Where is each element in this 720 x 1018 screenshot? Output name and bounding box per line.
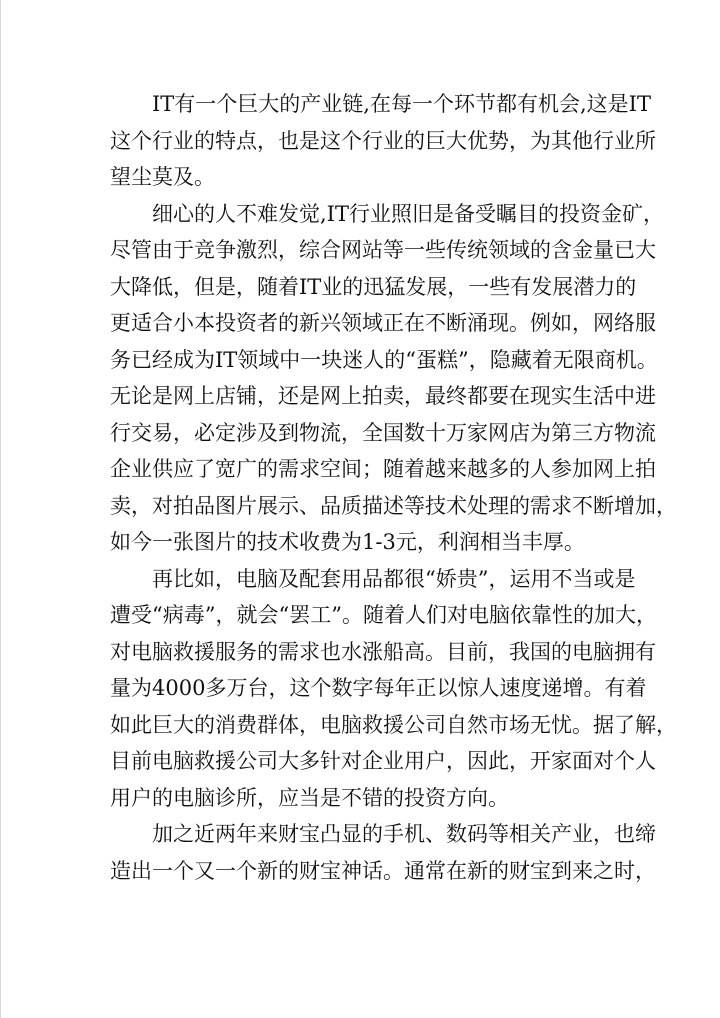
text-line: 尽管由于竞争激烈，综合网站等一些传统领域的含金量已大 <box>110 238 656 262</box>
text-line: 细心的人不难发觉,IT行业照旧是备受瞩目的投资金矿， <box>152 201 664 226</box>
text-line: 企业供应了宽广的需求空间；随着越来越多的人参加网上拍 <box>110 457 656 481</box>
text-line: 望尘莫及。 <box>110 165 215 189</box>
text-line: 用户的电脑诊所，应当是不错的投资方向。 <box>110 785 509 810</box>
text-line: IT有一个巨大的产业链,在每一个环节都有机会,这是IT <box>152 92 651 116</box>
text-line: 遭受“病毒”，就会“罢工”。随着人们对电脑依靠性的加大， <box>110 603 657 627</box>
text-line: 造出一个又一个新的财宝神话。通常在新的财宝到来之时， <box>110 858 656 883</box>
paragraph-3 <box>110 561 677 817</box>
text-line: 如今一张图片的技术收费为1-3元，利润相当丰厚。 <box>110 530 585 554</box>
paragraph-2 <box>110 196 677 561</box>
text-line: 加之近两年来财宝凸显的手机、数码等相关产业，也缔 <box>152 822 656 846</box>
text-line: 目前电脑救援公司大多针对企业用户，因此，开家面对个人 <box>110 749 656 773</box>
text-line: 如此巨大的消费群体，电脑救援公司自然市场无忧。据了解， <box>110 712 677 737</box>
text-line: 大降低，但是，随着IT业的迅猛发展，一些有发展潜力的 <box>110 274 637 299</box>
text-line: 行交易，必定涉及到物流，全国数十万家网店为第三方物流 <box>110 420 656 445</box>
text-line: 务已经成为IT领域中一块迷人的“蛋糕”，隐藏着无限商机。 <box>110 347 658 372</box>
text-line: 无论是网上店铺，还是网上拍卖，最终都要在现实生活中进 <box>110 384 656 408</box>
paragraph-1 <box>110 86 656 196</box>
paragraph-4 <box>110 816 656 889</box>
text-line: 对电脑救援服务的需求也水涨船高。目前，我国的电脑拥有 <box>110 639 656 664</box>
text-line: 这个行业的特点，也是这个行业的巨大优势，为其他行业所 <box>110 128 656 153</box>
text-line: 更适合小本投资者的新兴领域正在不断涌现。例如，网络服 <box>110 311 656 335</box>
text-line: 量为4000多万台，这个数字每年正以惊人速度递增。有着 <box>110 676 647 700</box>
text-line: 卖，对拍品图片展示、品质描述等技术处理的需求不断增加， <box>110 493 677 518</box>
document-body <box>110 86 677 889</box>
text-line: 再比如，电脑及配套用品都很“娇贵”，运用不当或是 <box>152 566 636 591</box>
